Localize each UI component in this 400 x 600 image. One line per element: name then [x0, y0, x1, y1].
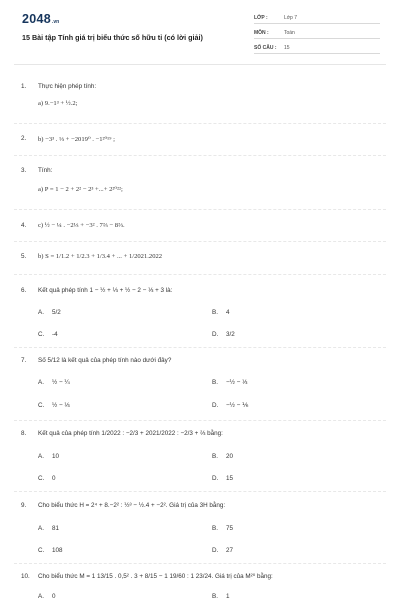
option-letter: B. [212, 593, 218, 600]
option-a[interactable] [38, 525, 59, 532]
option-a[interactable] [38, 453, 59, 460]
question-separator [14, 274, 386, 275]
question-number: 3. [21, 167, 27, 174]
question-number: 4. [21, 222, 27, 229]
option-b[interactable] [212, 453, 233, 460]
option-letter: D. [212, 547, 219, 554]
document-header [0, 0, 400, 62]
option-b[interactable] [212, 593, 230, 600]
question-text: b) −3³ . ⅓ + −2019⁰ . −1²⁰¹⁹ ; [38, 136, 115, 143]
option-letter: C. [38, 475, 45, 482]
option-letter: B. [212, 379, 218, 386]
question-text: Cho biểu thức M = 1 13/15 . 0,5² . 3 + 8/15 − 1 19/60 : 1 23/24. Giá trị của M²⁰ bằng: [38, 573, 273, 580]
question-number: 10. [21, 573, 30, 580]
question-separator [14, 155, 386, 156]
option-text: 0 [52, 475, 56, 482]
option-text: -4 [52, 331, 58, 338]
option-letter: D. [212, 331, 219, 338]
option-letter: C. [38, 547, 45, 554]
brand-name: 2048 [22, 12, 52, 26]
meta-subject [254, 28, 380, 39]
option-text: 10 [52, 453, 60, 460]
meta-subject-key: MÔN : [254, 30, 269, 36]
option-a[interactable] [38, 379, 70, 386]
option-d[interactable] [212, 547, 233, 554]
question-separator [14, 420, 386, 421]
question-number: 7. [21, 357, 27, 364]
option-letter: C. [38, 331, 45, 338]
question-number: 6. [21, 287, 27, 294]
meta-grade-key: LỚP : [254, 15, 268, 21]
question-separator [14, 123, 386, 124]
option-c[interactable] [38, 331, 58, 338]
brand-suffix: .vn [52, 19, 60, 25]
option-text: 0 [52, 593, 56, 600]
option-text: 81 [52, 525, 60, 532]
meta-subject-value: Toán [284, 30, 295, 36]
option-b[interactable] [212, 525, 233, 532]
option-c[interactable] [38, 475, 56, 482]
question-subpart: a) P = 1 − 2 + 2² − 2³ +...+ 2²⁰²²; [38, 186, 123, 193]
question-number: 2. [21, 135, 27, 142]
option-text: 15 [226, 475, 234, 482]
option-letter: B. [212, 453, 218, 460]
question-number: 8. [21, 430, 27, 437]
question-separator [14, 241, 386, 242]
question-text: c) ½ − ¼ . −2⅓ + −3² . 7⅔ − 8⅔. [38, 222, 125, 229]
question-text: Kết quả của phép tính 1/2022 : −2/3 + 2021/2022 : −2/3 + ⅔ bằng: [38, 430, 223, 437]
option-letter: A. [38, 453, 44, 460]
option-letter: B. [212, 525, 218, 532]
question-number: 1. [21, 83, 27, 90]
option-text: 5/2 [52, 309, 61, 316]
option-text: 1 [226, 593, 230, 600]
option-letter: A. [38, 525, 44, 532]
option-c[interactable] [38, 547, 63, 554]
question-number: 5. [21, 253, 27, 260]
meta-count [254, 43, 380, 54]
question-text: b) S = 1/1.2 + 1/2.3 + 1/3.4 + ... + 1/2021.2022 [38, 253, 163, 260]
option-c[interactable] [38, 402, 70, 409]
meta-count-key: SỐ CÂU : [254, 45, 277, 51]
meta-grade [254, 13, 380, 24]
question-number: 9. [21, 502, 27, 509]
option-text: 20 [226, 453, 234, 460]
option-b[interactable] [212, 309, 230, 316]
question-text: Thực hiện phép tính: [38, 83, 97, 90]
option-letter: D. [212, 402, 219, 409]
question-text: Kết quả phép tính 1 − ½ + ⅓ + ½ − 2 − ⅓ + 3 là: [38, 287, 173, 294]
brand-logo[interactable] [22, 12, 59, 26]
option-letter: A. [38, 309, 44, 316]
option-text: 27 [226, 547, 234, 554]
option-text: −½ − ⅙ [226, 402, 249, 409]
question-text: Tính: [38, 167, 53, 174]
option-b[interactable] [212, 379, 247, 386]
question-subpart: a) 9.−1³ + ½.2; [38, 100, 78, 107]
question-text: Số 5/12 là kết quả của phép tính nào dưới đây? [38, 357, 172, 364]
option-a[interactable] [38, 309, 61, 316]
question-separator [14, 209, 386, 210]
question-separator [14, 563, 386, 564]
option-a[interactable] [38, 593, 56, 600]
question-text: Cho biểu thức H = 2⁴ + 8.−2² : ½³ − ½.4 + −2². Giá trị của 3H bằng: [38, 502, 226, 509]
option-text: 3/2 [226, 331, 235, 338]
option-letter: C. [38, 402, 45, 409]
option-text: ½ − ¼ [52, 379, 70, 386]
meta-count-value: 15 [284, 45, 290, 51]
option-d[interactable] [212, 331, 235, 338]
option-text: 75 [226, 525, 234, 532]
option-letter: B. [212, 309, 218, 316]
option-letter: A. [38, 379, 44, 386]
option-text: ½ − ⅓ [52, 402, 70, 409]
option-text: −½ − ⅓ [226, 379, 248, 386]
option-letter: A. [38, 593, 44, 600]
header-divider [14, 64, 386, 65]
option-letter: D. [212, 475, 219, 482]
meta-grade-value: Lớp 7 [284, 15, 298, 21]
option-d[interactable] [212, 402, 248, 409]
option-text: 4 [226, 309, 230, 316]
page-title: 15 Bài tập Tính giá trị biểu thức số hữu tỉ (có lời giải) [22, 33, 203, 42]
question-separator [14, 491, 386, 492]
question-separator [14, 347, 386, 348]
option-text: 108 [52, 547, 63, 554]
option-d[interactable] [212, 475, 233, 482]
